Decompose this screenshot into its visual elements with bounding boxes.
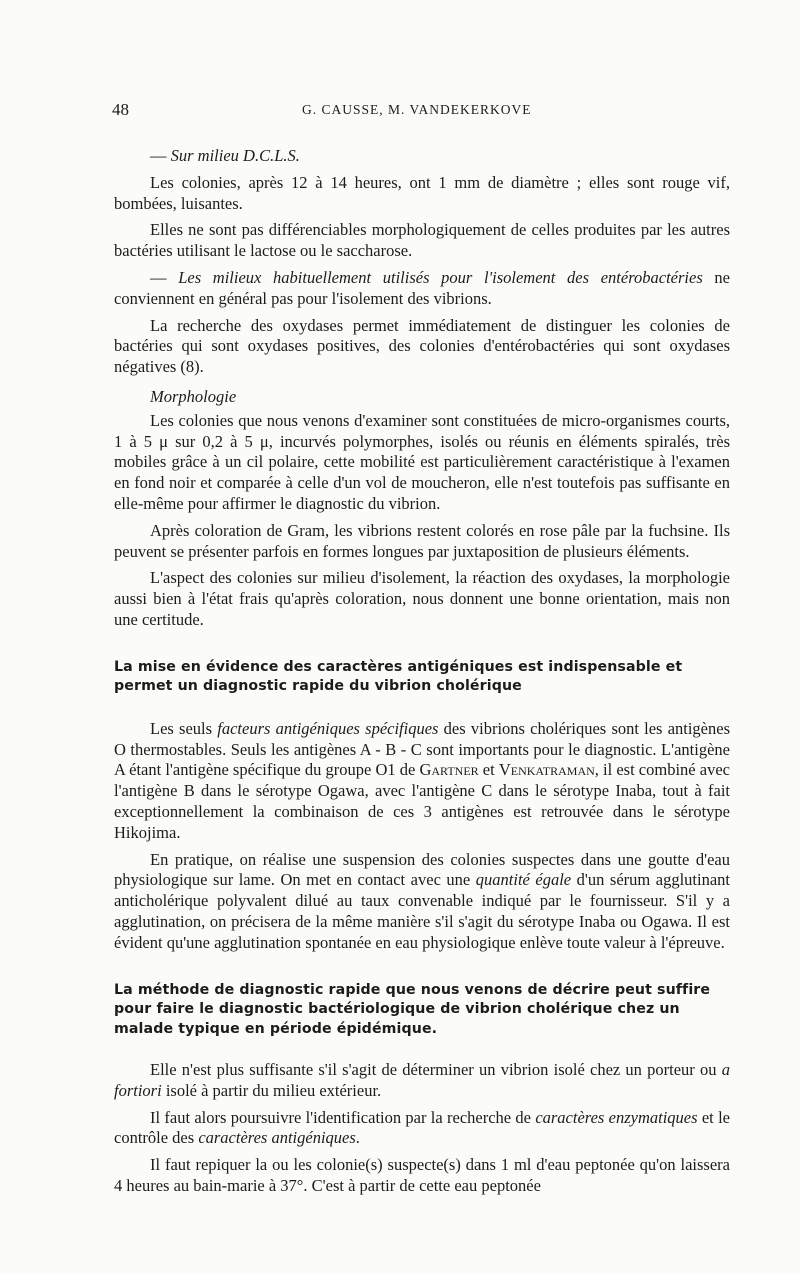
dcls-heading: — Sur milieu D.C.L.S.	[150, 146, 300, 165]
paragraph-repiquer: Il faut repiquer la ou les colonie(s) suspecte(s) dans 1 ml d'eau peptonée qu'on laissera 4 heures au bain-marie à 37°. C'est à partir de cette eau peptonée	[114, 1155, 730, 1195]
paragraph-milieux: — Les milieux habituellement utilisés pour l'isolement des entérobactéries ne conviennent en général pas pour l'isolement des vibrions.	[114, 267, 730, 308]
paragraph-gram: Après coloration de Gram, les vibrions restent colorés en rose pâle par la fuchsine. Ils peuvent se présenter parfois en formes longues par juxtaposition de plusieurs éléments.	[114, 520, 730, 561]
paragraph-oxydases: La recherche des oxydases permet immédiatement de distinguer les colonies de bactéries qui sont oxydases positives, des colonies d'entérobactéries qui sont oxydases négatives (8).	[114, 315, 730, 377]
paragraph-pratique: En pratique, on réalise une suspension des colonies suspectes dans une goutte d'eau physiologique sur lame. On met en contact avec une quantité égale d'un sérum agglutinant anticholérique polyvalent dilué au taux convenable indiqué par le fournisseur. S'il y a agglutination, on précisera de la même manière s'il s'agit du sérotype Inaba ou Ogawa. Il est évident qu'une agglutination spontanée en eau physiologique enlève toute valeur à l'épreuve.	[114, 849, 730, 952]
paragraph-differenciables: Elles ne sont pas différenciables morphologiquement de celles produites par les autres bactéries utilisant le lactose ou le saccharose.	[114, 220, 730, 261]
paragraph-aspect: L'aspect des colonies sur milieu d'isolement, la réaction des oxydases, la morphologie aussi bien à l'état frais qu'après coloration, nous donnent une bonne orientation, mais non une certitude.	[114, 568, 730, 629]
paragraph-morphologie: Les colonies que nous venons d'examiner sont constituées de micro-organismes courts, 1 à 5 μ sur 0,2 à 5 μ, incurvés polymorphes, isolés ou réunis en éléments spiralés, très mobiles grâce à un cil polaire, cette mobilité est particulièrement caractéristique à l'examen en fond noir et comparée à celle d'un vol de moucheron, elle n'est toutefois pas suffisante en elle-même pour affirmer le diagnostic du vibrion.	[114, 410, 730, 513]
section-heading-antigeniques: La mise en évidence des caractères antigéniques est indispensable et permet un diagnostic rapide du vibrion cholérique	[114, 658, 683, 695]
body-text	[114, 146, 730, 1206]
subheading-morphologie: Morphologie	[150, 386, 237, 406]
paragraph-porteur: Elle n'est plus suffisante s'il s'agit de déterminer un vibrion isolé chez un porteur ou a fortiori isolé à partir du milieu extérieur.	[114, 1060, 730, 1100]
paragraph-colonies: Les colonies, après 12 à 14 heures, ont 1 mm de diamètre ; elles sont rouge vif, bombées, luisantes.	[114, 172, 730, 213]
paragraph-facteurs: Les seuls facteurs antigéniques spécifiques des vibrions cholériques sont les antigènes O thermostables. Seuls les antigènes A - B - C sont importants pour le diagnostic. L'antigène A étant l'antigène spécifique du groupe O1 de Gartner et Venkatraman, il est combiné avec l'antigène B dans le sérotype Ogawa, avec l'antigène C dans le sérotype Inaba, tout à fait exceptionnellement la combinaison de ces 3 antigènes est retrouvée dans le sérotype Hikojima.	[114, 718, 731, 842]
paragraph-identification: Il faut alors poursuivre l'identification par la recherche de caractères enzymatiques et le contrôle des caractères antigéniques.	[114, 1107, 730, 1148]
page-number: 48	[112, 100, 129, 119]
section-heading-methode: La méthode de diagnostic rapide que nous venons de décrire peut suffire pour faire le diagnostic bactériologique de vibrion cholérique chez un malade typique en période épidémique.	[114, 981, 711, 1037]
page-header	[112, 100, 732, 124]
running-head: G. CAUSSE, M. VANDEKERKOVE	[302, 102, 532, 117]
